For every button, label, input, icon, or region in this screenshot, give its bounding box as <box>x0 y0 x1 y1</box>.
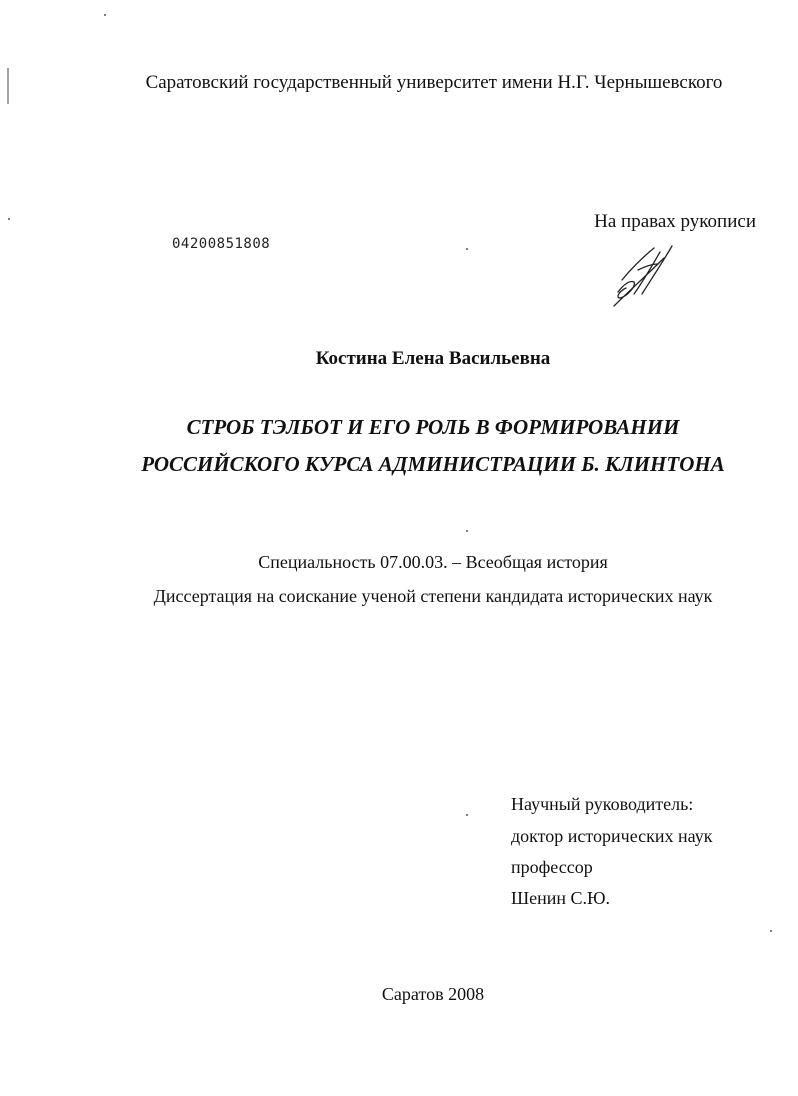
catalog-number: 04200851808 <box>172 236 271 252</box>
scan-speck <box>466 814 468 816</box>
handwritten-signature-icon <box>608 240 680 310</box>
dissertation-title-line-2: РОССИЙСКОГО КУРСА АДМИНИСТРАЦИИ Б. КЛИНТОНА <box>141 452 725 476</box>
city-year: Саратов 2008 <box>381 984 485 1004</box>
manuscript-rights-note: На правах рукописи <box>594 211 756 232</box>
scan-speck <box>104 14 106 16</box>
scan-speck <box>8 218 10 220</box>
supervisor-name: Шенин С.Ю. <box>511 888 611 908</box>
supervisor-rank: профессор <box>511 857 593 877</box>
university-name: Саратовский государственный университет имени Н.Г. Чернышевского <box>145 72 723 93</box>
author-name: Костина Елена Васильевна <box>315 348 551 369</box>
scan-speck <box>466 530 468 532</box>
degree-line: Диссертация на соискание ученой степени кандидата исторических наук <box>153 586 713 606</box>
specialty-line: Специальность 07.00.03. – Всеобщая история <box>258 552 608 572</box>
supervisor-heading: Научный руководитель: <box>511 794 694 814</box>
scan-speck <box>770 930 772 932</box>
supervisor-degree: доктор исторических наук <box>511 826 713 846</box>
scan-speck <box>466 248 468 250</box>
dissertation-title-line-1: СТРОБ ТЭЛБОТ И ЕГО РОЛЬ В ФОРМИРОВАНИИ <box>186 415 680 439</box>
